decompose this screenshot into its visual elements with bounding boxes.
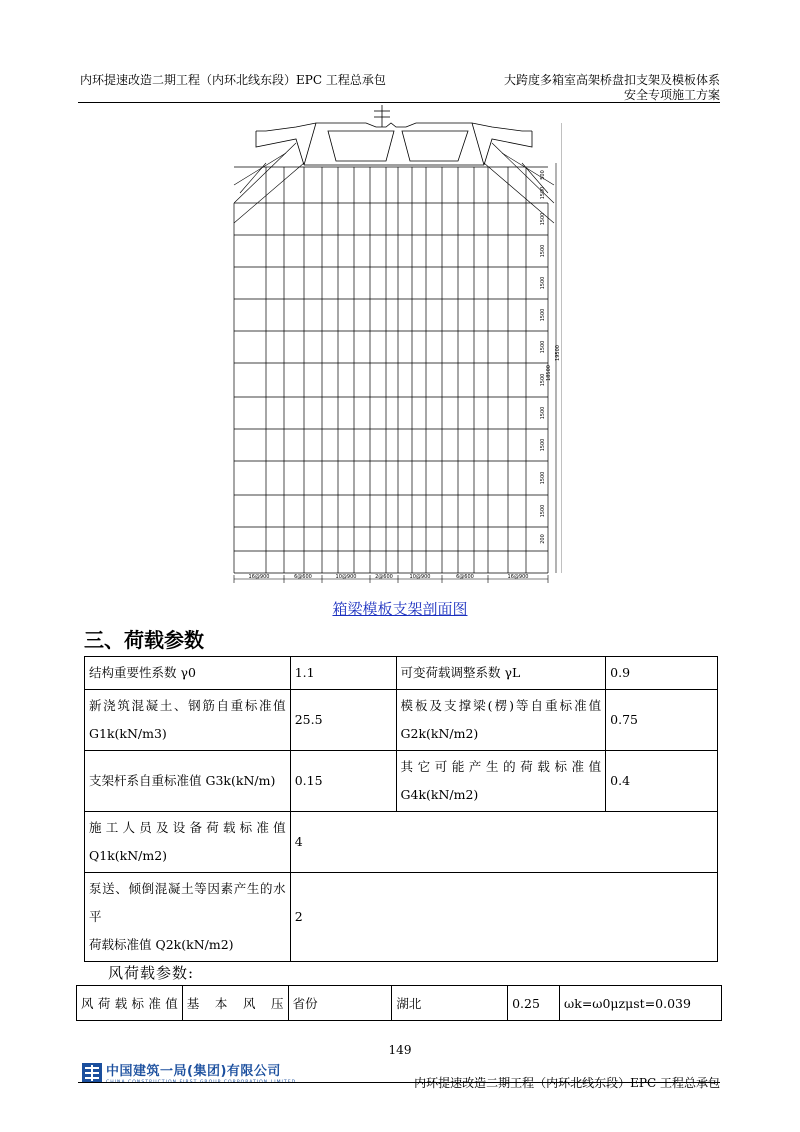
bottom-dimension-chain [234, 574, 548, 583]
dimension-label: 1500 [540, 212, 546, 226]
wind-section-title: 风荷载参数: [108, 964, 195, 982]
dimension-label: 6@600 [294, 574, 312, 580]
table-row [85, 657, 718, 690]
dimension-label: 1500 [540, 308, 546, 322]
page-number: 149 [388, 1043, 412, 1057]
right-dimension-chain [540, 123, 562, 573]
dimension-label: 1500 [540, 276, 546, 290]
table-row [85, 690, 718, 751]
param-label: 施工人员及设备荷载标准值 Q1k(kN/m2) [85, 812, 291, 873]
company-name-en: CHINA CONSTRUCTION FIRST GROUP CORPORATION LIMITED [106, 1080, 297, 1085]
scaffold-horizontals [234, 167, 548, 573]
dimension-label: 16@900 [507, 574, 529, 580]
param-label: 支架杆系自重标准值 G3k(kN/m) [85, 751, 291, 812]
param-label: 新浇筑混凝土、钢筋自重标准值 G1k(kN/m3) [85, 690, 291, 751]
dimension-label: 1500 [540, 471, 546, 485]
formwork-section-drawing [226, 103, 562, 589]
section-title: 三、荷载参数 [84, 628, 204, 652]
header-right-line1: 大跨度多箱室高架桥盘扣支架及模板体系 [503, 73, 720, 87]
param-value: 25.5 [290, 690, 396, 751]
table-row [85, 873, 718, 962]
dimension-label: 1500 [540, 186, 546, 200]
param-value: 0.75 [606, 690, 718, 751]
dimension-label: 6@600 [456, 574, 474, 580]
param-label: 模板及支撑梁(楞)等自重标准值 G2k(kN/m2) [396, 690, 606, 751]
wind-formula: ωk=ω0μzμst=0.039 [560, 986, 722, 1021]
province-value: 湖北 [392, 986, 508, 1021]
wind-load-table [76, 985, 722, 1021]
table-row [85, 751, 718, 812]
header-right-line2: 安全专项施工方案 [623, 88, 720, 102]
dimension-label: 1500 [540, 504, 546, 518]
param-label: 结构重要性系数 γ0 [85, 657, 291, 690]
param-value: 1.1 [290, 657, 396, 690]
table-row [77, 986, 722, 1021]
basic-wind-pressure-label: 基本风压 [182, 986, 288, 1021]
dimension-label: 10@900 [335, 574, 357, 580]
box-girder-outline [256, 123, 532, 165]
slope-struts [234, 143, 554, 223]
load-parameter-table [84, 656, 718, 962]
dimension-label: 1500 [540, 406, 546, 420]
dimension-label: 200 [540, 534, 546, 544]
dimension-label: 1500 [540, 438, 546, 452]
dimension-label: 2@600 [375, 574, 393, 580]
param-label: 其它可能产生的荷载标准值 G4k(kN/m2) [396, 751, 606, 812]
overall-height-label: 19500 [555, 345, 561, 361]
dimension-label: 16@900 [248, 574, 270, 580]
dimension-label: 1500 [540, 340, 546, 354]
figure-caption[interactable]: 箱梁模板支架剖面图 [332, 600, 468, 618]
dimension-label: 10@900 [409, 574, 431, 580]
param-value: 4 [290, 812, 717, 873]
wind-pressure-value: 0.25 [508, 986, 560, 1021]
param-value: 0.9 [606, 657, 718, 690]
dimension-label: 1500 [540, 244, 546, 258]
header-left: 内环提速改造二期工程（内环北线东段）EPC 工程总承包 [80, 73, 386, 87]
centerline-mark [374, 105, 390, 127]
dimension-label: 1500 [540, 373, 546, 387]
param-value: 2 [290, 873, 717, 962]
param-label: 可变荷载调整系数 γL [396, 657, 606, 690]
table-row [85, 812, 718, 873]
total-height-label: 18500 [546, 365, 552, 381]
province-label: 省份 [288, 986, 392, 1021]
param-value: 0.15 [290, 751, 396, 812]
param-label: 泵送、倾倒混凝土等因素产生的水平 荷载标准值 Q2k(kN/m2) [85, 873, 291, 962]
cscec-logo-icon [82, 1063, 102, 1083]
dimension-label: 500 [540, 170, 546, 180]
footer-right: 内环提速改造二期工程（内环北线东段）EPC 工程总承包 [414, 1076, 720, 1090]
company-name-cn: 中国建筑一局(集团)有限公司 [106, 1064, 281, 1079]
param-value: 0.4 [606, 751, 718, 812]
footer-rule [78, 1082, 720, 1083]
wind-label: 风荷载标准值 [77, 986, 183, 1021]
scaffold-verticals [234, 167, 548, 573]
